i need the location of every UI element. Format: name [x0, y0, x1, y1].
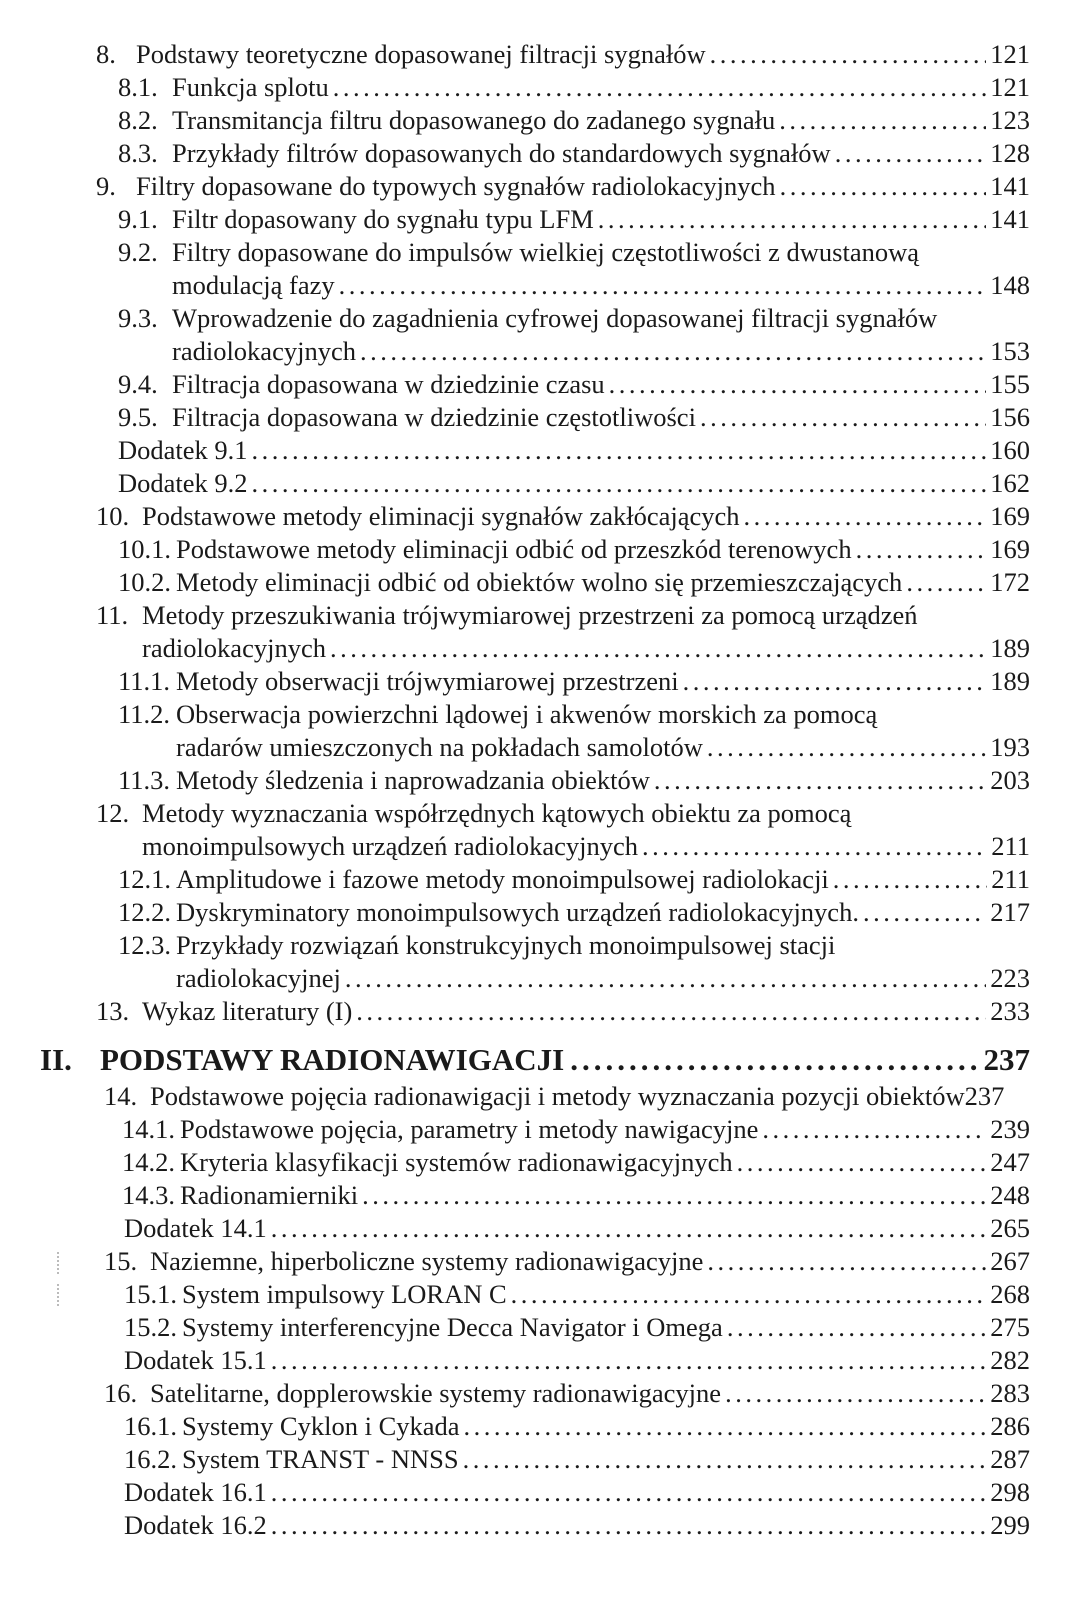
entry-title: System impulsowy LORAN C	[182, 1279, 507, 1309]
dot-leader	[863, 896, 986, 929]
entry-page: 162	[990, 468, 1030, 498]
entry-page: 155	[990, 369, 1030, 399]
entry-title: modulacją fazy	[172, 270, 335, 300]
entry-page: 211	[991, 831, 1030, 861]
entry-number: 16.1.	[124, 1411, 177, 1441]
toc-entry	[118, 203, 1030, 236]
toc-entry	[118, 104, 1030, 137]
entry-title: Dodatek 9.2	[118, 468, 248, 498]
toc-entry	[122, 1113, 1030, 1146]
entry-title: Podstawowe pojęcia, parametry i metody nawigacyjne	[180, 1114, 759, 1144]
part-heading	[40, 1040, 1030, 1080]
toc-entry	[122, 1146, 1030, 1179]
entry-title: Amplitudowe i fazowe metody monoimpulsowej radiolokacji	[176, 864, 829, 894]
entry-number: 9.5.	[118, 402, 158, 432]
entry-page: 189	[990, 633, 1030, 663]
dot-leader	[464, 1410, 987, 1443]
toc-entry	[124, 1410, 1030, 1443]
entry-title: radarów umieszczonych na pokładach samolotów	[176, 732, 703, 762]
dot-leader	[707, 731, 986, 764]
entry-page: 172	[990, 567, 1030, 597]
entry-title: Podstawy teoretyczne dopasowanej filtracji sygnałów	[136, 39, 706, 69]
entry-title: Transmitancja filtru dopasowanego do zadanego sygnału	[172, 105, 776, 135]
entry-page: 123	[990, 105, 1030, 135]
dot-leader	[710, 38, 987, 71]
entry-title: Dodatek 9.1	[118, 435, 248, 465]
toc-entry	[96, 38, 1030, 71]
entry-title: Podstawowe metody eliminacji odbić od przeszkód terenowych	[176, 534, 852, 564]
margin-mark	[57, 1284, 61, 1306]
entry-title: Metody obserwacji trójwymiarowej przestrzeni	[176, 666, 679, 696]
entry-page: 121	[990, 39, 1030, 69]
toc-entry	[96, 599, 1030, 665]
entry-page: 121	[990, 72, 1030, 102]
toc-entry	[96, 170, 1030, 203]
entry-page: 217	[990, 897, 1030, 927]
toc-entry	[124, 1509, 1030, 1542]
entry-page: 282	[990, 1345, 1030, 1375]
entry-title: Metody śledzenia i naprowadzania obiektów	[176, 765, 650, 795]
entry-title: Podstawowe metody eliminacji sygnałów zakłócających	[142, 501, 740, 531]
entry-title: Systemy interferencyjne Decca Navigator i Omega	[182, 1312, 723, 1342]
toc-entry	[122, 1179, 1030, 1212]
entry-title: Metody eliminacji odbić od obiektów wolno się przemieszczających	[176, 567, 903, 597]
entry-page: 128	[990, 138, 1030, 168]
entry-page: 169	[990, 501, 1030, 531]
toc-entry	[118, 236, 1030, 302]
entry-page: 160	[990, 435, 1030, 465]
entry-number: 15.2.	[124, 1312, 177, 1342]
entry-number: 16.	[104, 1378, 138, 1408]
dot-leader	[725, 1377, 986, 1410]
entry-title: Dodatek 14.1	[124, 1213, 267, 1243]
dot-leader	[271, 1344, 986, 1377]
toc-entry	[104, 1245, 1030, 1278]
dot-leader	[707, 1245, 986, 1278]
toc-entry	[118, 533, 1030, 566]
dot-leader	[271, 1476, 986, 1509]
entry-number: 14.1.	[122, 1114, 175, 1144]
entry-page: 275	[990, 1312, 1030, 1342]
entry-page: 189	[990, 666, 1030, 696]
entry-number: 8.1.	[118, 72, 158, 102]
entry-number: 8.	[96, 39, 116, 69]
toc-entry	[118, 368, 1030, 401]
dot-leader	[360, 335, 986, 368]
entry-title: Funkcja splotu	[172, 72, 329, 102]
toc-entry	[118, 665, 1030, 698]
entry-page: 141	[990, 204, 1030, 234]
dot-leader	[339, 269, 987, 302]
toc-entry	[118, 698, 1030, 764]
toc-entry	[118, 863, 1030, 896]
entry-title: monoimpulsowych urządzeń radiolokacyjnych	[142, 831, 638, 861]
entry-page: 203	[990, 765, 1030, 795]
entry-number: 10.2.	[118, 567, 171, 597]
entry-number: 12.1.	[118, 864, 171, 894]
dot-leader	[906, 566, 986, 599]
entry-page: 156	[990, 402, 1030, 432]
entry-title: Przykłady filtrów dopasowanych do standardowych sygnałów	[172, 138, 831, 168]
part-page: 237	[983, 1042, 1030, 1077]
dot-leader	[856, 533, 987, 566]
table-of-contents	[0, 38, 1082, 1542]
entry-page: 247	[990, 1147, 1030, 1177]
toc-entry	[118, 929, 1030, 995]
dot-leader	[654, 764, 986, 797]
entry-page: 267	[990, 1246, 1030, 1276]
toc-entry	[124, 1344, 1030, 1377]
toc-entry	[104, 1080, 1030, 1113]
part-title: PODSTAWY RADIONAWIGACJI	[100, 1042, 565, 1077]
entry-number: 11.	[96, 600, 129, 630]
entry-page: 298	[990, 1477, 1030, 1507]
dot-leader	[570, 1040, 977, 1080]
dot-leader	[271, 1509, 986, 1542]
entry-number: 11.3.	[118, 765, 171, 795]
entry-number: 11.1.	[118, 666, 171, 696]
toc-entry	[124, 1311, 1030, 1344]
entry-number: 15.	[104, 1246, 138, 1276]
entry-page: 193	[990, 732, 1030, 762]
entry-title: Satelitarne, dopplerowskie systemy radionawigacyjne	[150, 1378, 722, 1408]
entry-number: 9.	[96, 171, 116, 201]
entry-title-line: Wprowadzenie do zagadnienia cyfrowej dopasowanej filtracji sygnałów	[172, 303, 938, 333]
entry-title: Dodatek 15.1	[124, 1345, 267, 1375]
toc-entry	[124, 1476, 1030, 1509]
dot-leader	[642, 830, 987, 863]
entry-title: Dodatek 16.1	[124, 1477, 267, 1507]
toc-entry	[118, 566, 1030, 599]
entry-title-line: Metody przeszukiwania trójwymiarowej przestrzeni za pomocą urządzeń	[142, 600, 918, 630]
entry-number: 9.4.	[118, 369, 158, 399]
margin-mark	[57, 1252, 61, 1274]
entry-number: 12.	[96, 798, 130, 828]
entry-title: Wykaz literatury (I)	[142, 996, 353, 1026]
entry-title: Naziemne, hiperboliczne systemy radionawigacyjne	[150, 1246, 704, 1276]
entry-title: Filtry dopasowane do typowych sygnałów radiolokacyjnych	[136, 171, 776, 201]
entry-page: 237	[964, 1081, 1005, 1111]
entry-title-line: Metody wyznaczania współrzędnych kątowych obiektu za pomocą	[142, 798, 852, 828]
entry-page: 299	[990, 1510, 1030, 1540]
dot-leader	[744, 500, 987, 533]
entry-number: 8.2.	[118, 105, 158, 135]
dot-leader	[737, 1146, 987, 1179]
entry-page: 287	[990, 1444, 1030, 1474]
dot-leader	[835, 137, 987, 170]
dot-leader	[762, 1113, 986, 1146]
entry-number: 12.2.	[118, 897, 171, 927]
entry-title: System TRANST - NNSS	[182, 1444, 459, 1474]
part-number: II.	[40, 1042, 72, 1077]
dot-leader	[511, 1278, 987, 1311]
entry-number: 14.3.	[122, 1180, 175, 1210]
entry-title: Filtracja dopasowana w dziedzinie czasu	[172, 369, 605, 399]
entry-number: 9.3.	[118, 303, 158, 333]
entry-number: 14.	[104, 1081, 138, 1111]
entry-number: 10.1.	[118, 534, 171, 564]
dot-leader	[779, 104, 986, 137]
entry-title-line: Przykłady rozwiązań konstrukcyjnych monoimpulsowej stacji	[176, 930, 836, 960]
entry-title: Radionamierniki	[180, 1180, 359, 1210]
toc-entry	[118, 764, 1030, 797]
toc-entry	[118, 896, 1030, 929]
dot-leader	[330, 632, 986, 665]
dot-leader	[609, 368, 987, 401]
entry-number: 8.3.	[118, 138, 158, 168]
toc-entry	[118, 434, 1030, 467]
entry-page: 223	[990, 963, 1030, 993]
entry-number: 9.1.	[118, 204, 158, 234]
dot-leader	[598, 203, 986, 236]
dot-leader	[252, 467, 987, 500]
toc-entry	[96, 500, 1030, 533]
entry-number: 10.	[96, 501, 130, 531]
entry-title: radiolokacyjnej	[176, 963, 341, 993]
entry-title: radiolokacyjnych	[172, 336, 356, 366]
entry-page: 265	[990, 1213, 1030, 1243]
entry-number: 9.2.	[118, 237, 158, 267]
dot-leader	[833, 863, 987, 896]
dot-leader	[780, 170, 987, 203]
dot-leader	[727, 1311, 986, 1344]
entry-page: 283	[990, 1378, 1030, 1408]
toc-entry	[118, 401, 1030, 434]
entry-title-line: Obserwacja powierzchni lądowej i akwenów morskich za pomocą	[176, 699, 878, 729]
toc-entry	[96, 797, 1030, 863]
entry-title: Dyskryminatory monoimpulsowych urządzeń radiolokacyjnych.	[176, 897, 859, 927]
entry-number: 11.2.	[118, 699, 171, 729]
dot-leader	[345, 962, 986, 995]
entry-number: 12.3.	[118, 930, 171, 960]
toc-entry	[96, 995, 1030, 1028]
entry-number: 16.2.	[124, 1444, 177, 1474]
toc-entry	[124, 1278, 1030, 1311]
entry-title: Dodatek 16.2	[124, 1510, 267, 1540]
entry-page: 239	[990, 1114, 1030, 1144]
dot-leader	[362, 1179, 986, 1212]
entry-page: 141	[990, 171, 1030, 201]
entry-title: Systemy Cyklon i Cykada	[182, 1411, 460, 1441]
dot-leader	[271, 1212, 986, 1245]
dot-leader	[700, 401, 986, 434]
entry-page: 268	[990, 1279, 1030, 1309]
entry-title: Filtracja dopasowana w dziedzinie częstotliwości	[172, 402, 696, 432]
entry-title: Kryteria klasyfikacji systemów radionawigacyjnych	[180, 1147, 733, 1177]
entry-page: 148	[990, 270, 1030, 300]
toc-entry	[104, 1377, 1030, 1410]
toc-entry	[118, 137, 1030, 170]
toc-entry	[118, 71, 1030, 104]
entry-title-line: Filtry dopasowane do impulsów wielkiej częstotliwości z dwustanową	[172, 237, 920, 267]
entry-number: 13.	[96, 996, 130, 1026]
toc-entry	[118, 467, 1030, 500]
entry-page: 233	[990, 996, 1030, 1026]
entry-title: radiolokacyjnych	[142, 633, 326, 663]
dot-leader	[252, 434, 987, 467]
toc-entry	[118, 302, 1030, 368]
entry-page: 153	[990, 336, 1030, 366]
dot-leader	[683, 665, 987, 698]
entry-title: Podstawowe pojęcia radionawigacji i metody wyznaczania pozycji obiektów	[150, 1081, 965, 1111]
entry-page: 286	[990, 1411, 1030, 1441]
entry-page: 211	[991, 864, 1030, 894]
dot-leader	[333, 71, 986, 104]
entry-page: 248	[990, 1180, 1030, 1210]
entry-number: 15.1.	[124, 1279, 177, 1309]
entry-number: 14.2.	[122, 1147, 175, 1177]
entry-page: 169	[990, 534, 1030, 564]
toc-entry	[124, 1443, 1030, 1476]
dot-leader	[463, 1443, 987, 1476]
toc-entry	[124, 1212, 1030, 1245]
dot-leader	[356, 995, 986, 1028]
entry-title: Filtr dopasowany do sygnału typu LFM	[172, 204, 594, 234]
